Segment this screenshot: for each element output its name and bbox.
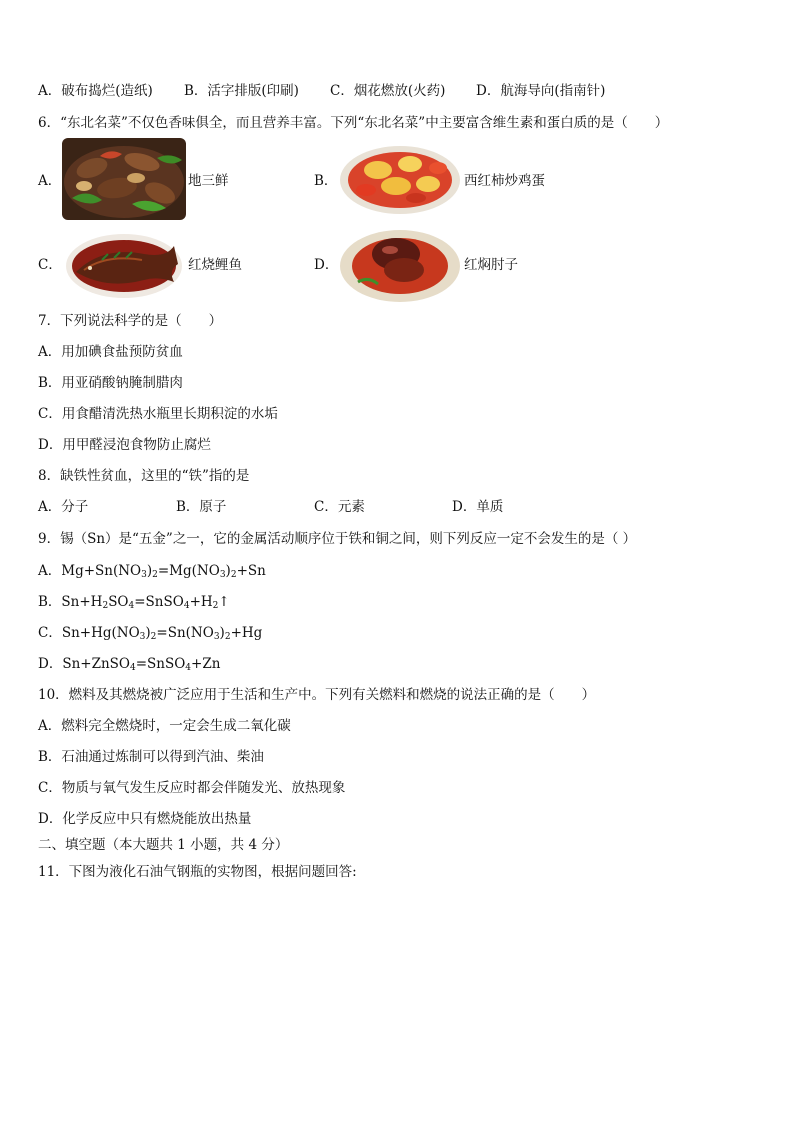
q8-option-d: D．单质 <box>452 499 504 515</box>
q5-option-b: B．活字排版(印刷) <box>184 83 299 99</box>
q6-option-c-letter: C． <box>38 257 62 273</box>
q8-option-c: C．元素 <box>314 499 365 515</box>
q7-option-b: B．用亚硝酸钠腌制腊肉 <box>38 375 183 391</box>
q9-stem: 9．锡（Sn）是“五金”之一，它的金属活动顺序位于铁和铜之间，则下列反应一定不会发生的是（ ） <box>38 531 637 547</box>
q7-stem: 7．下列说法科学的是（ ） <box>38 313 223 329</box>
q9-option-a: A．$Mg+Sn(NO_3)_2=Mg(NO_3)_2+Sn$ <box>38 563 266 580</box>
q6-option-c-label: 红烧鲤鱼 <box>188 257 242 273</box>
q5-option-d: D．航海导向(指南针) <box>476 83 606 99</box>
q7-option-d: D．用甲醛浸泡食物防止腐烂 <box>38 437 211 453</box>
q6-option-a-label: 地三鲜 <box>188 173 229 189</box>
q10-option-a: A．燃料完全燃烧时，一定会生成二氧化碳 <box>38 718 291 734</box>
q8-option-b: B．原子 <box>176 499 227 515</box>
q6-option-b-letter: B． <box>314 173 338 189</box>
q10-option-b: B．石油通过炼制可以得到汽油、柴油 <box>38 749 264 765</box>
q8-stem: 8．缺铁性贫血，这里的“铁”指的是 <box>38 468 250 484</box>
q9-option-d: D．Sn+ZnSO$_4$=SnSO$_4$+Zn <box>38 656 221 673</box>
q7-option-a: A．用加碘食盐预防贫血 <box>38 344 183 360</box>
q10-option-d: D．化学反应中只有燃烧能放出热量 <box>38 811 252 827</box>
tomato-egg-photo <box>338 140 462 218</box>
q5-option-c: C．烟花燃放(火药) <box>330 83 446 99</box>
section-heading: 二、填空题（本大题共 1 小题，共 4 分） <box>38 837 289 853</box>
braised-carp-photo <box>62 220 186 304</box>
q6-stem: 6．“东北名菜”不仅色香味俱全，而且营养丰富。下列“东北名菜”中主要富含维生素和蛋白质的是（ ） <box>38 115 669 131</box>
q6-option-d-label: 红焖肘子 <box>464 257 518 273</box>
q5-option-a: A．破布捣烂(造纸) <box>38 83 153 99</box>
q6-option-a-letter: A． <box>38 173 62 189</box>
di-san-xian-photo <box>62 138 186 220</box>
q7-option-c: C．用食醋清洗热水瓶里长期积淀的水垢 <box>38 406 278 422</box>
q11-stem: 11．下图为液化石油气钢瓶的实物图，根据问题回答: <box>38 864 357 880</box>
q9-option-c: C．$Sn+Hg(NO_3)_2=Sn(NO_3)_2+Hg$ <box>38 625 263 642</box>
q9-option-b: B．$Sn+H_2SO_4=SnSO_4+H_2↑$ <box>38 594 230 611</box>
q10-stem: 10．燃料及其燃烧被广泛应用于生活和生产中。下列有关燃料和燃烧的说法正确的是（ ） <box>38 687 596 703</box>
q8-option-a: A．分子 <box>38 499 89 515</box>
q6-option-b-label: 西红柿炒鸡蛋 <box>464 173 545 189</box>
braised-pork-hock-photo <box>338 222 462 304</box>
q10-option-c: C．物质与氧气发生反应时都会伴随发光、放热现象 <box>38 780 346 796</box>
q6-option-d-letter: D． <box>314 257 339 273</box>
